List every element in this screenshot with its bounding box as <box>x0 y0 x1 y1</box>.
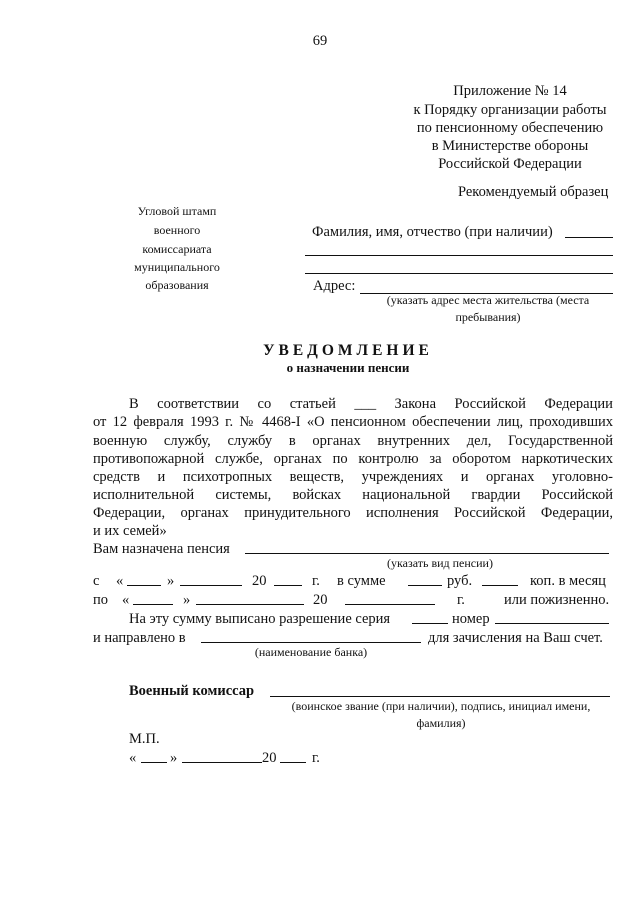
body-line: средств и психотропных веществ, учреждениях и органах уголовно- <box>93 469 613 485</box>
appendix-line: Российской Федерации <box>438 156 582 172</box>
permit-number-field[interactable] <box>495 623 609 624</box>
sign-day-field[interactable] <box>141 762 167 763</box>
document-title: УВЕДОМЛЕНИЕ <box>263 342 433 359</box>
sum-rub-field[interactable] <box>408 585 442 586</box>
page-number: 69 <box>312 33 328 49</box>
bank-name-hint: (наименование банка) <box>254 645 368 659</box>
commissar-signature-field[interactable] <box>270 696 610 697</box>
sign-year-field[interactable] <box>280 762 306 763</box>
recommended-sample: Рекомендуемый образец <box>458 184 609 200</box>
sent-to-label: и направлено в <box>93 630 186 646</box>
to-day-field[interactable] <box>133 604 173 605</box>
pension-type-hint: (указать вид пенсии) <box>387 556 493 570</box>
body-line: исполнительной системы, войсках национальной гвардии Российской <box>93 487 613 503</box>
stamp-place-label: М.П. <box>129 731 160 747</box>
quote-close: » <box>170 750 178 766</box>
quote-open: « <box>122 592 130 608</box>
year-label: 20 <box>262 750 277 766</box>
pension-label: Вам назначена пенсия <box>93 541 230 557</box>
from-month-field[interactable] <box>180 585 242 586</box>
document-subtitle: о назначении пенсии <box>286 360 410 375</box>
commissar-hint: (воинское звание (при наличии), подпись, инициал имени, <box>291 699 591 713</box>
pension-type-field[interactable] <box>245 553 609 554</box>
appendix-line: по пенсионному обеспечению <box>416 120 604 136</box>
commissar-hint: фамилия) <box>416 716 466 730</box>
permit-number-label: номер <box>452 611 490 627</box>
appendix-line: к Порядку организации работы <box>413 102 607 118</box>
year-suffix: г. <box>312 750 320 766</box>
rub-label: руб. <box>447 573 473 589</box>
stamp-line: военного <box>153 223 201 237</box>
body-line <box>129 396 613 413</box>
from-year-field[interactable] <box>274 585 302 586</box>
commissar-label: Военный комиссар <box>129 683 255 699</box>
to-month-field[interactable] <box>196 604 304 605</box>
word: Федерации <box>544 396 613 412</box>
article-number-field[interactable]: ___ <box>354 396 377 412</box>
fio-field[interactable] <box>565 237 613 238</box>
permit-series-field[interactable] <box>412 623 448 624</box>
quote-open: « <box>129 750 137 766</box>
year-label: 20 <box>252 573 267 589</box>
for-life-label: или пожизненно. <box>504 592 610 608</box>
address-hint: (указать адрес места жительства (места <box>386 293 590 307</box>
body-line: от 12 февраля 1993 г. № 4468-I «О пенсионном обеспечении лиц, проходивших <box>93 414 613 430</box>
year-suffix: г. <box>457 592 465 608</box>
stamp-line: образования <box>145 278 209 292</box>
year-label: 20 <box>313 592 328 608</box>
sum-kop-field[interactable] <box>482 585 518 586</box>
fio-field-line-2[interactable] <box>305 255 613 256</box>
stamp-line: муниципального <box>134 260 220 274</box>
sign-month-field[interactable] <box>182 762 262 763</box>
word: статьей <box>289 396 336 412</box>
from-day-field[interactable] <box>127 585 161 586</box>
fio-field-line-3[interactable] <box>305 273 613 274</box>
body-line: противопожарной службе, органах по контролю за оборотом наркотических <box>93 451 613 467</box>
address-label: Адрес: <box>313 278 356 294</box>
bank-name-field[interactable] <box>201 642 421 643</box>
kop-label: коп. в месяц <box>530 573 606 589</box>
body-line: Федерации, органах принудительного исполнения Российской Федерации, <box>93 505 613 521</box>
stamp-line: Угловой штамп <box>137 204 217 218</box>
quote-close: » <box>167 573 175 589</box>
word: соответствии <box>157 396 240 412</box>
fio-label: Фамилия, имя, отчество (при наличии) <box>312 224 553 240</box>
address-hint: пребывания) <box>455 310 521 324</box>
body-line: военную службу, службу в органах внутренних дел, Государственной <box>93 433 613 449</box>
year-suffix: г. <box>312 573 320 589</box>
from-label: с <box>93 573 100 589</box>
word: Российской <box>454 396 526 412</box>
sum-label: в сумме <box>337 573 386 589</box>
body-line: и их семей» <box>93 523 167 539</box>
appendix-line: в Министерстве обороны <box>431 138 589 154</box>
word: Закона <box>394 396 437 412</box>
to-label: по <box>93 592 109 608</box>
permit-label: На эту сумму выписано разрешение серия <box>129 611 391 627</box>
stamp-line: комиссариата <box>142 242 212 256</box>
word: со <box>257 396 272 412</box>
to-year-field[interactable] <box>345 604 435 605</box>
credit-label: для зачисления на Ваш счет. <box>428 630 603 646</box>
quote-open: « <box>116 573 124 589</box>
quote-close: » <box>183 592 191 608</box>
appendix-title: Приложение № 14 <box>453 83 567 99</box>
word: В <box>129 396 139 412</box>
